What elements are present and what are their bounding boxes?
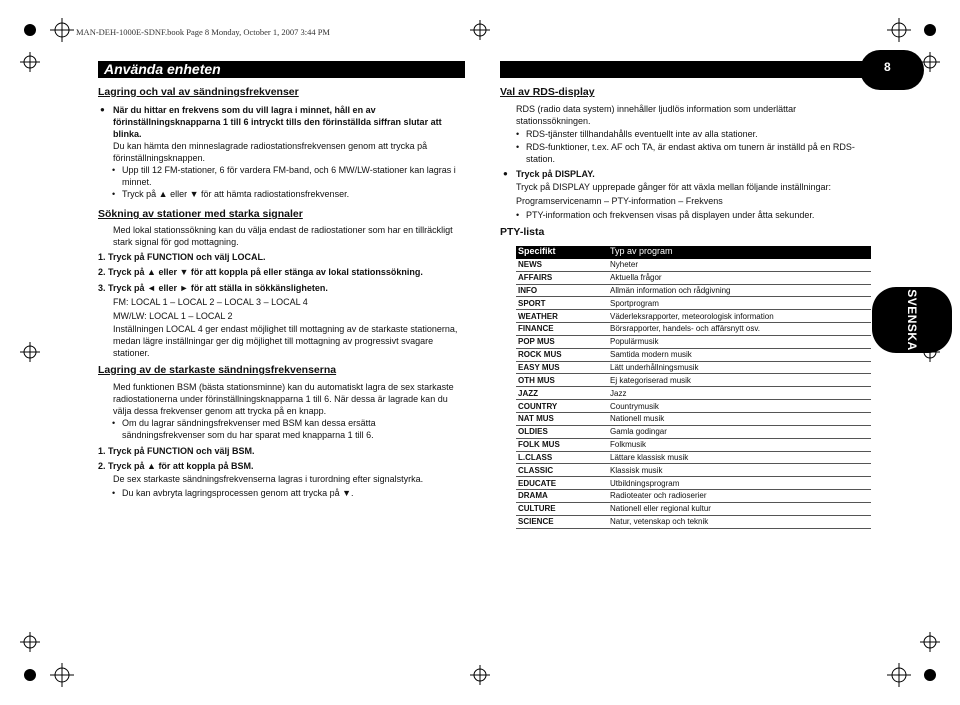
table-row <box>516 387 871 400</box>
table-row <box>516 515 871 528</box>
pty-code-cell: SCIENCE <box>516 515 608 528</box>
table-header-cell: Typ av program <box>608 246 871 258</box>
pty-code-cell: INFO <box>516 284 608 297</box>
pty-type-cell: Ej kategoriserad musik <box>608 374 871 387</box>
pty-code-cell: DRAMA <box>516 490 608 503</box>
table-row <box>516 400 871 413</box>
table-row <box>516 361 871 374</box>
table-row <box>516 464 871 477</box>
pty-type-cell: Aktuella frågor <box>608 271 871 284</box>
table-row <box>516 335 871 348</box>
registration-mark-icon <box>920 632 940 652</box>
pty-type-cell: Lättare klassisk musik <box>608 451 871 464</box>
pty-code-cell: FINANCE <box>516 323 608 336</box>
pty-type-cell: Radioteater och radioserier <box>608 490 871 503</box>
mwlw-local-line: MW/LW: LOCAL 1 – LOCAL 2 <box>113 311 233 321</box>
note-bullet: • Tryck på ▲ eller ▼ för att hämta radiostationsfrekvenser. <box>122 188 462 200</box>
pty-code-cell: OTH MUS <box>516 374 608 387</box>
pty-code-cell: EASY MUS <box>516 361 608 374</box>
step-1-bsm: 1. Tryck på FUNCTION och välj BSM. <box>98 446 255 456</box>
pty-type-cell: Natur, vetenskap och teknik <box>608 515 871 528</box>
pty-type-cell: Jazz <box>608 387 871 400</box>
section-bar-right <box>500 61 866 78</box>
registration-dot-icon <box>24 24 36 36</box>
heading-bsm: Lagring av de starkaste sändningsfrekvenserna <box>98 364 337 376</box>
table-row <box>516 258 871 271</box>
file-header: MAN-DEH-1000E-SDNF.book Page 8 Monday, October 1, 2007 3:44 PM <box>76 27 330 37</box>
pty-code-cell: AFFAIRS <box>516 271 608 284</box>
registration-mark-icon <box>50 663 74 687</box>
pty-type-cell: Väderleksrapporter, meteorologisk information <box>608 310 871 323</box>
step-1: 1. Tryck på FUNCTION och välj LOCAL. <box>98 252 266 262</box>
paragraph: Inställningen LOCAL 4 ger endast möjlighet till mottagning av de starkaste stationerna, medan lägre inställningar ger dig möjlighet till mottagning av progressivt svagare stationer. <box>113 324 458 358</box>
page-number-tab <box>860 50 924 90</box>
pty-code-cell: SPORT <box>516 297 608 310</box>
page-number: 8 <box>884 60 891 74</box>
registration-mark-icon <box>20 632 40 652</box>
table-row <box>516 451 871 464</box>
table-row <box>516 490 871 503</box>
pty-code-cell: NEWS <box>516 258 608 271</box>
paragraph: RDS (radio data system) innehåller ljudlös information som underlättar stationssökningen. <box>516 104 797 126</box>
pty-type-cell: Folkmusik <box>608 438 871 451</box>
table-row <box>516 477 871 490</box>
pty-code-cell: CLASSIC <box>516 464 608 477</box>
step-2-bsm: 2. Tryck på ▲ för att koppla på BSM. <box>98 461 254 471</box>
paragraph: Med lokal stationssökning kan du välja endast de radiostationer som har en tillräckligt stark signal för god mottagning. <box>113 225 453 247</box>
step-bullet: ● Tryck på DISPLAY. <box>516 168 816 180</box>
pty-code-cell: JAZZ <box>516 387 608 400</box>
table-row <box>516 271 871 284</box>
pty-code-cell: COUNTRY <box>516 400 608 413</box>
heading-rds: Val av RDS-display <box>500 86 595 98</box>
table-row <box>516 284 871 297</box>
paragraph: Med funktionen BSM (bästa stationsminne) kan du automatiskt lagra de sex starkaste radiostationerna under förinställningsknapparna 1 till 6. När dessa är lagrade kan du välja dessa frekvenser genom att trycka på en knapp. <box>113 382 454 416</box>
note-bullet: • Upp till 12 FM-stationer, 6 för vardera FM-band, och 6 MW/LW-stationer kan lagras i minnet. <box>122 164 462 188</box>
pty-type-cell: Nationell musik <box>608 412 871 425</box>
pty-type-cell: Countrymusik <box>608 400 871 413</box>
table-row <box>516 348 871 361</box>
paragraph: Programservicenamn – PTY-information – Frekvens <box>516 196 723 206</box>
pty-code-cell: OLDIES <box>516 425 608 438</box>
paragraph: De sex starkaste sändningsfrekvenserna lagras i turordning efter signalstyrka. <box>113 474 424 484</box>
heading-pty: PTY-lista <box>500 226 545 238</box>
registration-dot-icon <box>924 24 936 36</box>
pty-table <box>516 246 871 529</box>
note-bullet: • Om du lagrar sändningsfrekvenser med BSM kan dessa ersätta sändningsfrekvenser som du har sparat med knapparna 1 till 6. <box>122 417 457 441</box>
pty-code-cell: FOLK MUS <box>516 438 608 451</box>
pty-code-cell: WEATHER <box>516 310 608 323</box>
note-bullet: • Du kan avbryta lagringsprocessen genom att trycka på ▼. <box>122 487 457 499</box>
note-bullet: • RDS-tjänster tillhandahålls eventuellt inte av alla stationer. <box>526 128 856 140</box>
pty-type-cell: Börsrapporter, handels- och affärsnytt osv. <box>608 323 871 336</box>
pty-code-cell: NAT MUS <box>516 412 608 425</box>
registration-mark-icon <box>887 663 911 687</box>
pty-type-cell: Gamla godingar <box>608 425 871 438</box>
registration-mark-icon <box>470 20 490 40</box>
pty-code-cell: ROCK MUS <box>516 348 608 361</box>
section-title: Använda enheten <box>104 61 221 77</box>
pty-type-cell: Nyheter <box>608 258 871 271</box>
registration-dot-icon <box>924 669 936 681</box>
registration-mark-icon <box>887 18 911 42</box>
table-row <box>516 297 871 310</box>
heading-lagring: Lagring och val av sändningsfrekvenser <box>98 86 299 98</box>
pty-code-cell: L.CLASS <box>516 451 608 464</box>
heading-sokning: Sökning av stationer med starka signaler <box>98 208 303 220</box>
pty-type-cell: Samtida modern musik <box>608 348 871 361</box>
registration-dot-icon <box>24 669 36 681</box>
step-3: 3. Tryck på ◄ eller ► för att ställa in sökkänsligheten. <box>98 283 328 293</box>
table-row <box>516 502 871 515</box>
table-header-cell: Specifikt <box>516 246 608 258</box>
pty-code-cell: POP MUS <box>516 335 608 348</box>
table-row <box>516 323 871 336</box>
paragraph: Du kan hämta den minneslagrade radiostationsfrekvensen genom att trycka på förinställningsknappen. <box>113 141 428 163</box>
pty-type-cell: Lätt underhållningsmusik <box>608 361 871 374</box>
step-bullet: ● När du hittar en frekvens som du vill lagra i minnet, håll en av förinställningsknapparna 1 till 6 intryckt tills den förinställda siffran slutar att blinka. <box>113 104 453 140</box>
registration-mark-icon <box>20 342 40 362</box>
paragraph: Tryck på DISPLAY upprepade gånger för att växla mellan följande inställningar: <box>516 182 832 192</box>
pty-code-cell: EDUCATE <box>516 477 608 490</box>
fm-local-line: FM: LOCAL 1 – LOCAL 2 – LOCAL 3 – LOCAL 4 <box>113 297 308 307</box>
registration-mark-icon <box>50 18 74 42</box>
table-header-row <box>516 246 871 258</box>
table-row <box>516 374 871 387</box>
registration-mark-icon <box>20 52 40 72</box>
table-row <box>516 425 871 438</box>
step-2: 2. Tryck på ▲ eller ▼ för att koppla på eller stänga av lokal stationssökning. <box>98 267 423 277</box>
pty-type-cell: Utbildningsprogram <box>608 477 871 490</box>
note-bullet: • PTY-information och frekvensen visas på displayen under åtta sekunder. <box>526 209 861 221</box>
language-tab-label: SVENSKA <box>905 289 919 351</box>
table-row <box>516 412 871 425</box>
note-bullet: • RDS-funktioner, t.ex. AF och TA, är endast aktiva om tunern är inställd på en RDS-station. <box>526 141 861 165</box>
pty-type-cell: Nationell eller regional kultur <box>608 502 871 515</box>
pty-code-cell: CULTURE <box>516 502 608 515</box>
pty-type-cell: Allmän information och rådgivning <box>608 284 871 297</box>
pty-type-cell: Populärmusik <box>608 335 871 348</box>
pty-type-cell: Klassisk musik <box>608 464 871 477</box>
table-row <box>516 438 871 451</box>
pty-type-cell: Sportprogram <box>608 297 871 310</box>
table-row <box>516 310 871 323</box>
registration-mark-icon <box>470 665 490 685</box>
